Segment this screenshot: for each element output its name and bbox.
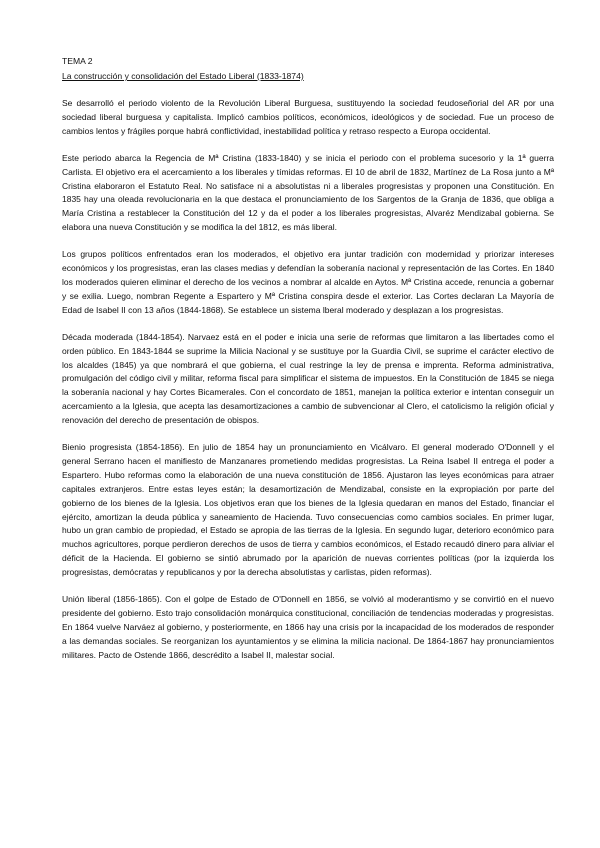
paragraph-grupos-politicos: Los grupos políticos enfrentados eran los moderados, el objetivo era juntar tradición con modernidad y priorizar intereses económicos y los progresistas, eran las clases medias y defendían la soberanía nacional y representación de las Cortes. En 1840 los moderados quieren eliminar el derecho de los vecinos a nombrar al alcalde en Aytos. Mª Cristina accede, renuncia a gobernar y se exilia. Luego, nombran Regente a Espartero y Mª Cristina conspira desde el exterior. Las Cortes declaran La Mayoría de Edad de Isabel II con 13 años (1844-1868). Se establece un sistema lberal moderado y desplazan a los progresistas. <box>62 249 554 315</box>
paragraph-regencia: Este periodo abarca la Regencia de Mª Cristina (1833-1840) y se inicia el periodo con el problema sucesorio y la 1ª guerra Carlista. El objetivo era el acercamiento a los liberales y tímidas reformas. El 10 de abril de 1832, Martínez de La Rosa junto a Mª Cristina elaboraron el Estatuto Real. No satisface ni a absolutistas ni a liberales progresistas y proponen una Constitución. En 1835 hay una oleada revolucionaria en la que destaca el pronunciamiento de los Sargentos de la Granja de 1836, que obliga a María Cristina a restablecer la Constitución del 12 y da el poder a los liberales progresistas, Alvaréz Mendizabal gobierna. Se elabora una nueva Constitución y se modifica la del 1812, es más liberal. <box>62 152 554 233</box>
paragraph-union-liberal: Unión liberal (1856-1865). Con el golpe de Estado de O'Donnell en 1856, se volvió al moderantismo y se convirtió en el nuevo presidente del gobierno. Esto trajo consolidación monárquica constitucional, conciliación de tendencias moderadas y progresistas. En 1864 vuelve Narváez al gobierno, y posteriormente, en 1866 hay una crisis por la incapacidad de los moderados de responder a las demandas sociales. Se reorganizan los ayuntamientos y se elimina la milicia nacional. De 1864-1867 hay pronunciamientos militares. Pacto de Ostende 1866, descrédito a Isabel II, malestar social. <box>62 594 554 660</box>
paragraph-bienio-progresista: Bienio progresista (1854-1856). En julio de 1854 hay un pronunciamiento en Vicálvaro. El general moderado O'Donnell y el general Serrano hacen el manifiesto de Manzanares prometiendo medidas progresistas. La Reina Isabel II entrega el poder a Espartero. Hubo reformas como la elaboración de una nueva constitución de 1856. Ajustaron las leyes económicas para atraer capitales extranjeros. Entre estas leyes están; la desamortización de Mendizabal, consiste en la expropiación por parte del gobierno de los bienes de la Iglesia. Los objetivos eran que los bienes de la Iglesia quedaran en manos del Estado, financiar el ejército, amortizan la deuda pública y saneamiento de Hacienda. Tuvo consecuencias como cambios sociales. En primer lugar, hubo un gran cambio de propiedad, el Estado se apropia de las tierras de la Iglesia. En segundo lugar, deterioro económico para muchos agricultores, porque perdieron derechos de usos de tierra y cambios económicos, el Estado recaudó dinero para aliviar el déficit de la Hacienda. El gobierno se sintió abrumado por la aparición de nuevas corrientes políticas (por la izquierda los progresistas, demócratas y republicanos y por la derecha absolutistas y carlistas, piden reformas). <box>62 442 554 578</box>
document-title: La construcción y consolidación del Estado Liberal (1833-1874) <box>62 71 304 81</box>
paragraph-decada-moderada: Década moderada (1844-1854). Narvaez está en el poder e inicia una serie de reformas que limitaron a las libertades como el orden público. En 1843-1844 se suprime la Milicia Nacional y se sustituye por la Guardia Civil, se suprime el carácter electivo de los alcaldes (1845) ya que nombrará el que gobierna, el cual restringe la ley de prensa e imprenta. Reforma administrativa, promulgación del código civil y militar, reforma fiscal para simplificar el sistema de impuestos. En la Constitución de 1845 se niega la soberanía nacional y hay Cortes Bicamerales. Con el concordato de 1851, manejan la política exterior e intentan conseguir un acercamiento a la Iglesia, que acepta las desamortizaciones a cambio de subvencionar al Clero, el catolicismo la religión oficial y renovación del derecho de presentación de obispos. <box>62 331 554 426</box>
paragraph-intro: Se desarrolló el periodo violento de la Revolución Liberal Burguesa, sustituyendo la sociedad feudoseñorial del AR por una sociedad liberal burguesa y capitalista. Implicó cambios políticos, económicos, ideológicos y de sociedad. Fue un proceso de cambios lentos y frágiles porque habrá conflictividad, inestabilidad política y retraso respecto a Europa occidental. <box>62 98 554 136</box>
topic-label: TEMA 2 <box>62 56 93 66</box>
